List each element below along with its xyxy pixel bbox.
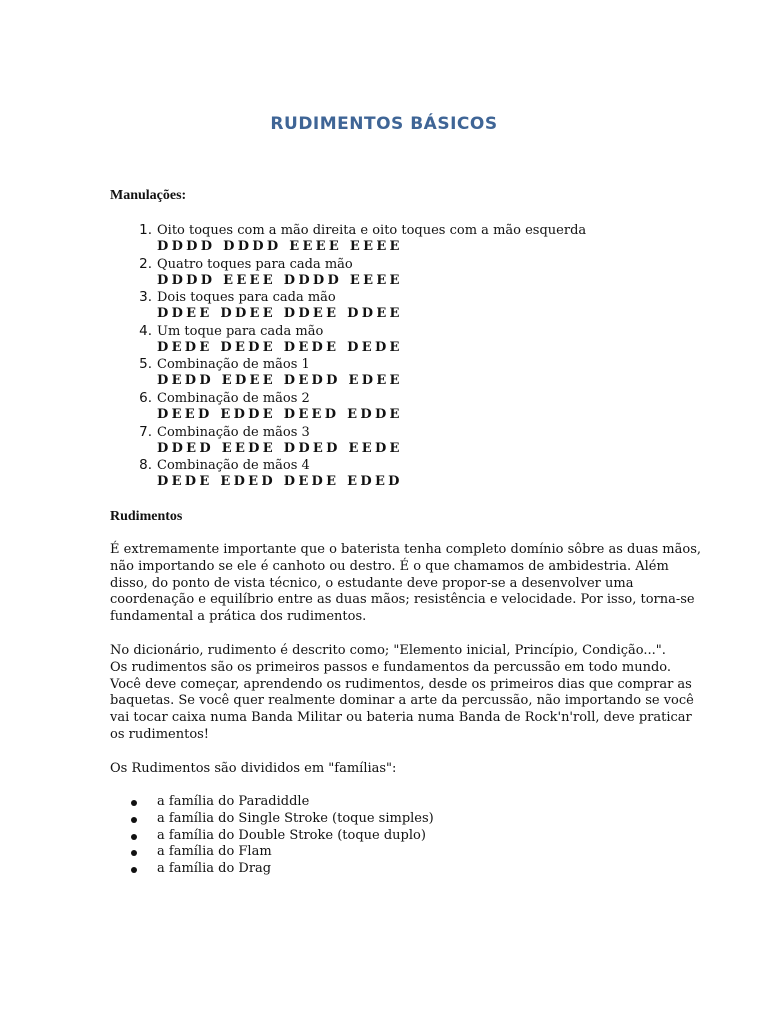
paragraph-line: Você deve começar, aprendendo os rudimentos, desde os primeiros dias que comprar as — [110, 676, 692, 692]
list-item — [110, 256, 670, 290]
bullet-icon — [131, 867, 137, 873]
definition-paragraph — [110, 643, 694, 744]
item-description: Combinação de mãos 3 — [157, 424, 310, 440]
family-name: a família do Double Stroke (toque duplo) — [157, 827, 426, 843]
rudimentos-heading: Rudimentos — [110, 509, 183, 524]
item-number: 1. — [139, 222, 152, 238]
item-description: Dois toques para cada mão — [157, 290, 336, 306]
hand-pattern: DEDE EDED DEDE EDED — [157, 474, 403, 490]
paragraph-line: vai tocar caixa numa Banda Militar ou bateria numa Banda de Rock'n'roll, deve praticar — [110, 710, 692, 726]
hand-pattern: DDEE DDEE DDEE DDEE — [157, 306, 403, 322]
item-number: 8. — [139, 457, 152, 474]
item-description: Combinação de mãos 2 — [157, 390, 310, 406]
paragraph-line: não importando se ele é canhoto ou destro. É o que chamamos de ambidestria. Além — [110, 558, 669, 574]
item-number: 4. — [139, 322, 152, 339]
bullet-icon — [131, 817, 137, 823]
list-item — [110, 424, 670, 458]
item-number: 7. — [139, 423, 152, 440]
item-number: 2. — [139, 255, 152, 272]
paragraph-line: fundamental a prática dos rudimentos. — [110, 609, 367, 625]
bullet-icon — [131, 850, 137, 856]
list-item — [110, 356, 670, 390]
paragraph-line: No dicionário, rudimento é descrito como; "Elemento inicial, Princípio, Condição...". — [110, 643, 666, 658]
hand-pattern: DEDD EDEE DEDD EDEE — [157, 373, 403, 389]
item-number: 5. — [139, 356, 152, 373]
item-description: Combinação de mãos 1 — [157, 357, 310, 373]
hand-pattern: DDED EEDE DDED EEDE — [157, 440, 403, 456]
item-number: 6. — [139, 389, 152, 406]
paragraph-line: baquetas. Se você quer realmente dominar a arte da percussão, não importando se você — [110, 693, 694, 709]
item-description: Quatro toques para cada mão — [157, 256, 353, 272]
item-description: Um toque para cada mão — [157, 323, 324, 339]
item-number: 3. — [139, 289, 152, 306]
hand-pattern: DEDE DEDE DEDE DEDE — [157, 339, 403, 355]
page-title: RUDIMENTOS BÁSICOS — [270, 114, 498, 134]
paragraph-line: É extremamente importante que o baterista tenha completo domínio sôbre as duas mãos, — [110, 542, 701, 557]
paragraph-line: disso, do ponto de vista técnico, o estudante deve propor-se a desenvolver uma — [110, 575, 634, 591]
intro-paragraph — [110, 542, 701, 626]
hand-pattern: DDDD DDDD EEEE EEEE — [157, 239, 403, 254]
list-item — [110, 390, 670, 424]
family-name: a família do Single Stroke (toque simples) — [157, 810, 434, 826]
hand-pattern: DDDD EEEE DDDD EEEE — [157, 272, 403, 288]
family-name: a família do Paradiddle — [157, 794, 310, 809]
list-item — [110, 289, 670, 323]
bullet-icon — [131, 834, 137, 840]
hand-pattern: DEED EDDE DEED EDDE — [157, 406, 403, 422]
list-item — [110, 323, 670, 357]
bullet-icon — [131, 800, 137, 806]
manulacoes-heading: Manulações: — [110, 188, 187, 203]
families-intro: Os Rudimentos são divididos em "famílias": — [110, 761, 397, 776]
paragraph-line: coordenação e equilíbrio entre as duas mãos; resistência e velocidade. Por isso, torna-se — [110, 592, 695, 608]
item-description: Oito toques com a mão direita e oito toques com a mão esquerda — [157, 223, 587, 238]
manulacoes-list — [110, 222, 670, 491]
family-name: a família do Flam — [157, 844, 272, 860]
paragraph-line: Os rudimentos são os primeiros passos e fundamentos da percussão em todo mundo. — [110, 659, 671, 675]
item-description: Combinação de mãos 4 — [157, 458, 310, 474]
family-name: a família do Drag — [157, 861, 272, 877]
list-item — [110, 457, 670, 491]
paragraph-line: os rudimentos! — [110, 726, 210, 742]
list-item — [110, 222, 670, 256]
